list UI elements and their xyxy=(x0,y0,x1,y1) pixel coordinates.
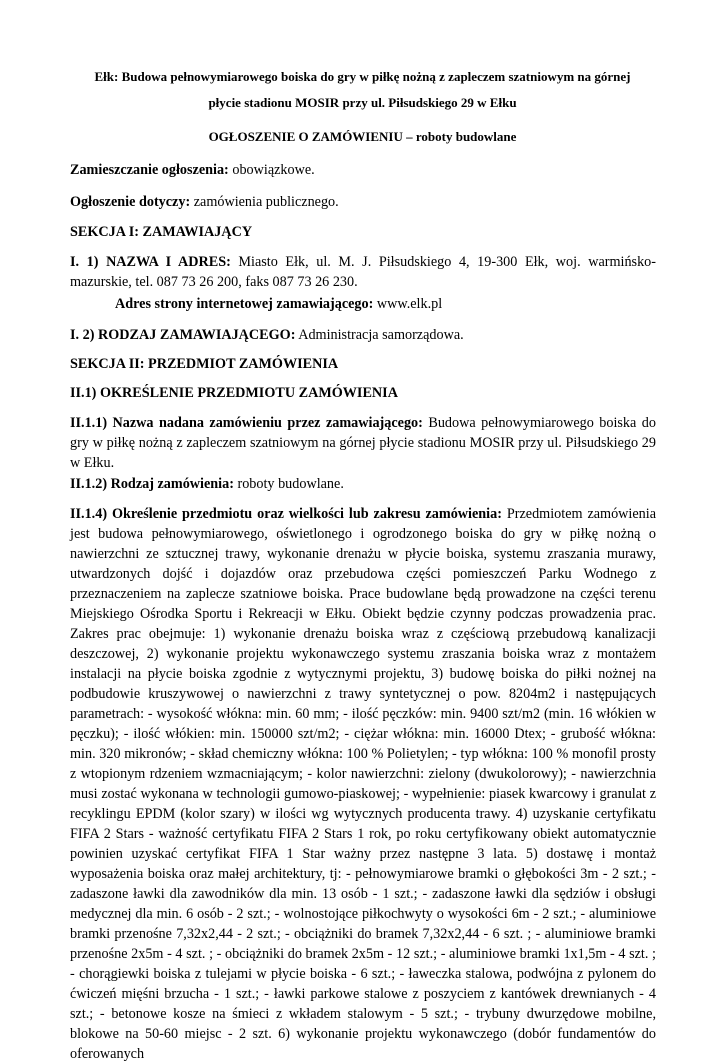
name-address-value: Miasto Ełk, ul. M. J. Piłsudskiego 4, 19-300 Ełk, woj. warmińsko-mazurskie, tel. 087 73 26 200, faks 087 73 26 230. xyxy=(70,254,656,290)
section-1-heading: SEKCJA I: ZAMAWIAJĄCY xyxy=(70,224,253,240)
contracting-type-label: I. 2) RODZAJ ZAMAWIAJĄCEGO: xyxy=(70,327,296,343)
document-title-line-2: płycie stadionu MOSIR przy ul. Piłsudskiego 29 w Ełku xyxy=(208,95,517,110)
ii12-value: roboty budowlane. xyxy=(233,476,344,492)
document-title-line-1: Ełk: Budowa pełnowymiarowego boiska do gry w piłkę nożną z zapleczem szatniowym na górnej xyxy=(94,69,631,84)
ii14-label: II.1.4) Określenie przedmiotu oraz wielkości lub zakresu zamówienia: xyxy=(70,506,502,522)
placement-label: Zamieszczanie ogłoszenia: xyxy=(70,162,229,178)
placement-value: obowiązkowe. xyxy=(228,162,315,178)
ii12-line xyxy=(70,474,656,494)
concerns-value: zamówienia publicznego. xyxy=(190,194,339,210)
website-value: www.elk.pl xyxy=(373,296,443,312)
contracting-type-value: Administracja samorządowa. xyxy=(295,327,464,343)
ii11-label: II.1.1) Nazwa nadana zamówieniu przez zamawiającego: xyxy=(70,415,423,431)
ii11-paragraph xyxy=(70,413,656,473)
section-2-heading: SEKCJA II: PRZEDMIOT ZAMÓWIENIA xyxy=(70,356,339,372)
contracting-type-line xyxy=(70,325,656,345)
ii12-label: II.1.2) Rodzaj zamówienia: xyxy=(70,476,234,492)
placement-line xyxy=(70,160,656,180)
name-address-paragraph xyxy=(70,252,656,292)
subject-heading: II.1) OKREŚLENIE PRZEDMIOTU ZAMÓWIENIA xyxy=(70,385,398,401)
ii14-value: Przedmiotem zamówienia jest budowa pełnowymiarowego, oświetlonego i ogrodzonego boiska do gry w piłkę nożną o nawierzchni ze sztucznej trawy, wykonanie drenażu w płycie boiska, systemu zraszania murawy, utwardzonych dojść i dojazdów oraz przebudowa części pomieszczeń Parku Wodnego z przeznaczeniem na zaplecze szatniowe boiska. Prace budowlane będą prowadzone na części terenu Miejskiego Ośrodka Sportu i Rekreacji w Ełku. Obiekt będzie czynny podczas prowadzenia prac. Zakres prac obejmuje: 1) wykonanie drenażu boiska wraz z częściową przebudową kanalizacji deszczowej, 2) wykonanie projektu wykonawczego systemu zraszania boiska wraz z montażem instalacji na płycie boiska zgodnie z wytycznymi projektu, 3) budowę boiska do piłki nożnej na podbudowie kruszywowej o nawierzchni z trawy syntetycznej o pow. 8204m2 i następujących parametrach: - wysokość włókna: min. 60 mm; - ilość pęczków: min. 9400 szt/m2 (min. 16 włókien w pęczku); - ilość włókien: min. 150000 szt/m2; - ciężar włókna: min. 16000 Dtex; - grubość włókna: min. 320 mikronów; - skład chemiczny włókna: 100 % Polietylen; - typ włókna: 100 % monofil prosty z wtopionym rdzeniem wzmacniającym; - kolor nawierzchni: zielony (dwukolorowy); - nawierzchnia musi zostać wykonana w technologii gumowo-piaskowej; - wypełnienie: piasek kwarcowy i granulat z recyklingu EPDM (kolor szary) w ilości wg wytycznych producenta trawy. 4) uzyskanie certyfikatu FIFA 2 Stars - ważność certyfikatu FIFA 2 Stars 1 rok, po roku certyfikowany obiekt automatycznie powinien uzyskać certyfikat FIFA 1 Star ważny przez następne 3 lata. 5) dostawę i montaż wyposażenia boiska oraz małej architektury, tj: - pełnowymiarowe bramki o głębokości 3m - 2 szt.; - zadaszone ławki dla zawodników dla min. 13 osób - 1 szt.; - zadaszone ławki dla sędziów i obsługi medycznej dla min. 6 osób - 2 szt.; - wolnostojące piłkochwyty o wysokości 6m - 2 szt.; - aluminiowe bramki przenośne 7,32x2,44 - 2 szt.; - obciążniki do bramek 7,32x2,44 - 6 szt. ; - aluminiowe bramki przenośne 2x5m - 4 szt. ; - obciążniki do bramek 2x5m - 12 szt.; - aluminiowe bramki 1x1,5m - 4 szt. ; - chorągiewki boiska z tulejami w płycie boiska - 6 szt.; - ławeczka stalowa, podwójna z pylonem do ćwiczeń mięśni brzucha - 1 szt.; - ławki parkowe stalowe z poszyciem z kantówek drewnianych - 4 szt.; - betonowe kosze na śmieci z wkładem stalowym - 5 szt.; - trybuny dwurzędowe mobilne, blokowe na 50-60 miejsc - 2 szt. 6) wykonanie projektu wykonawczego (dobór fundamentów do oferowanych xyxy=(70,506,656,1062)
concerns-label: Ogłoszenie dotyczy: xyxy=(70,194,191,210)
ii14-paragraph xyxy=(70,504,656,1062)
name-address-label: I. 1) NAZWA I ADRES: xyxy=(70,254,231,270)
concerns-line xyxy=(70,192,656,212)
website-line xyxy=(115,294,656,314)
notice-title: OGŁOSZENIE O ZAMÓWIENIU – roboty budowlane xyxy=(208,129,517,144)
website-label: Adres strony internetowej zamawiającego: xyxy=(115,296,374,312)
ii11-value: Budowa pełnowymiarowego boiska do gry w piłkę nożną z zapleczem szatniowym na górnej płycie stadionu MOSIR przy ul. Piłsudskiego 29 w Ełku. xyxy=(70,415,656,471)
